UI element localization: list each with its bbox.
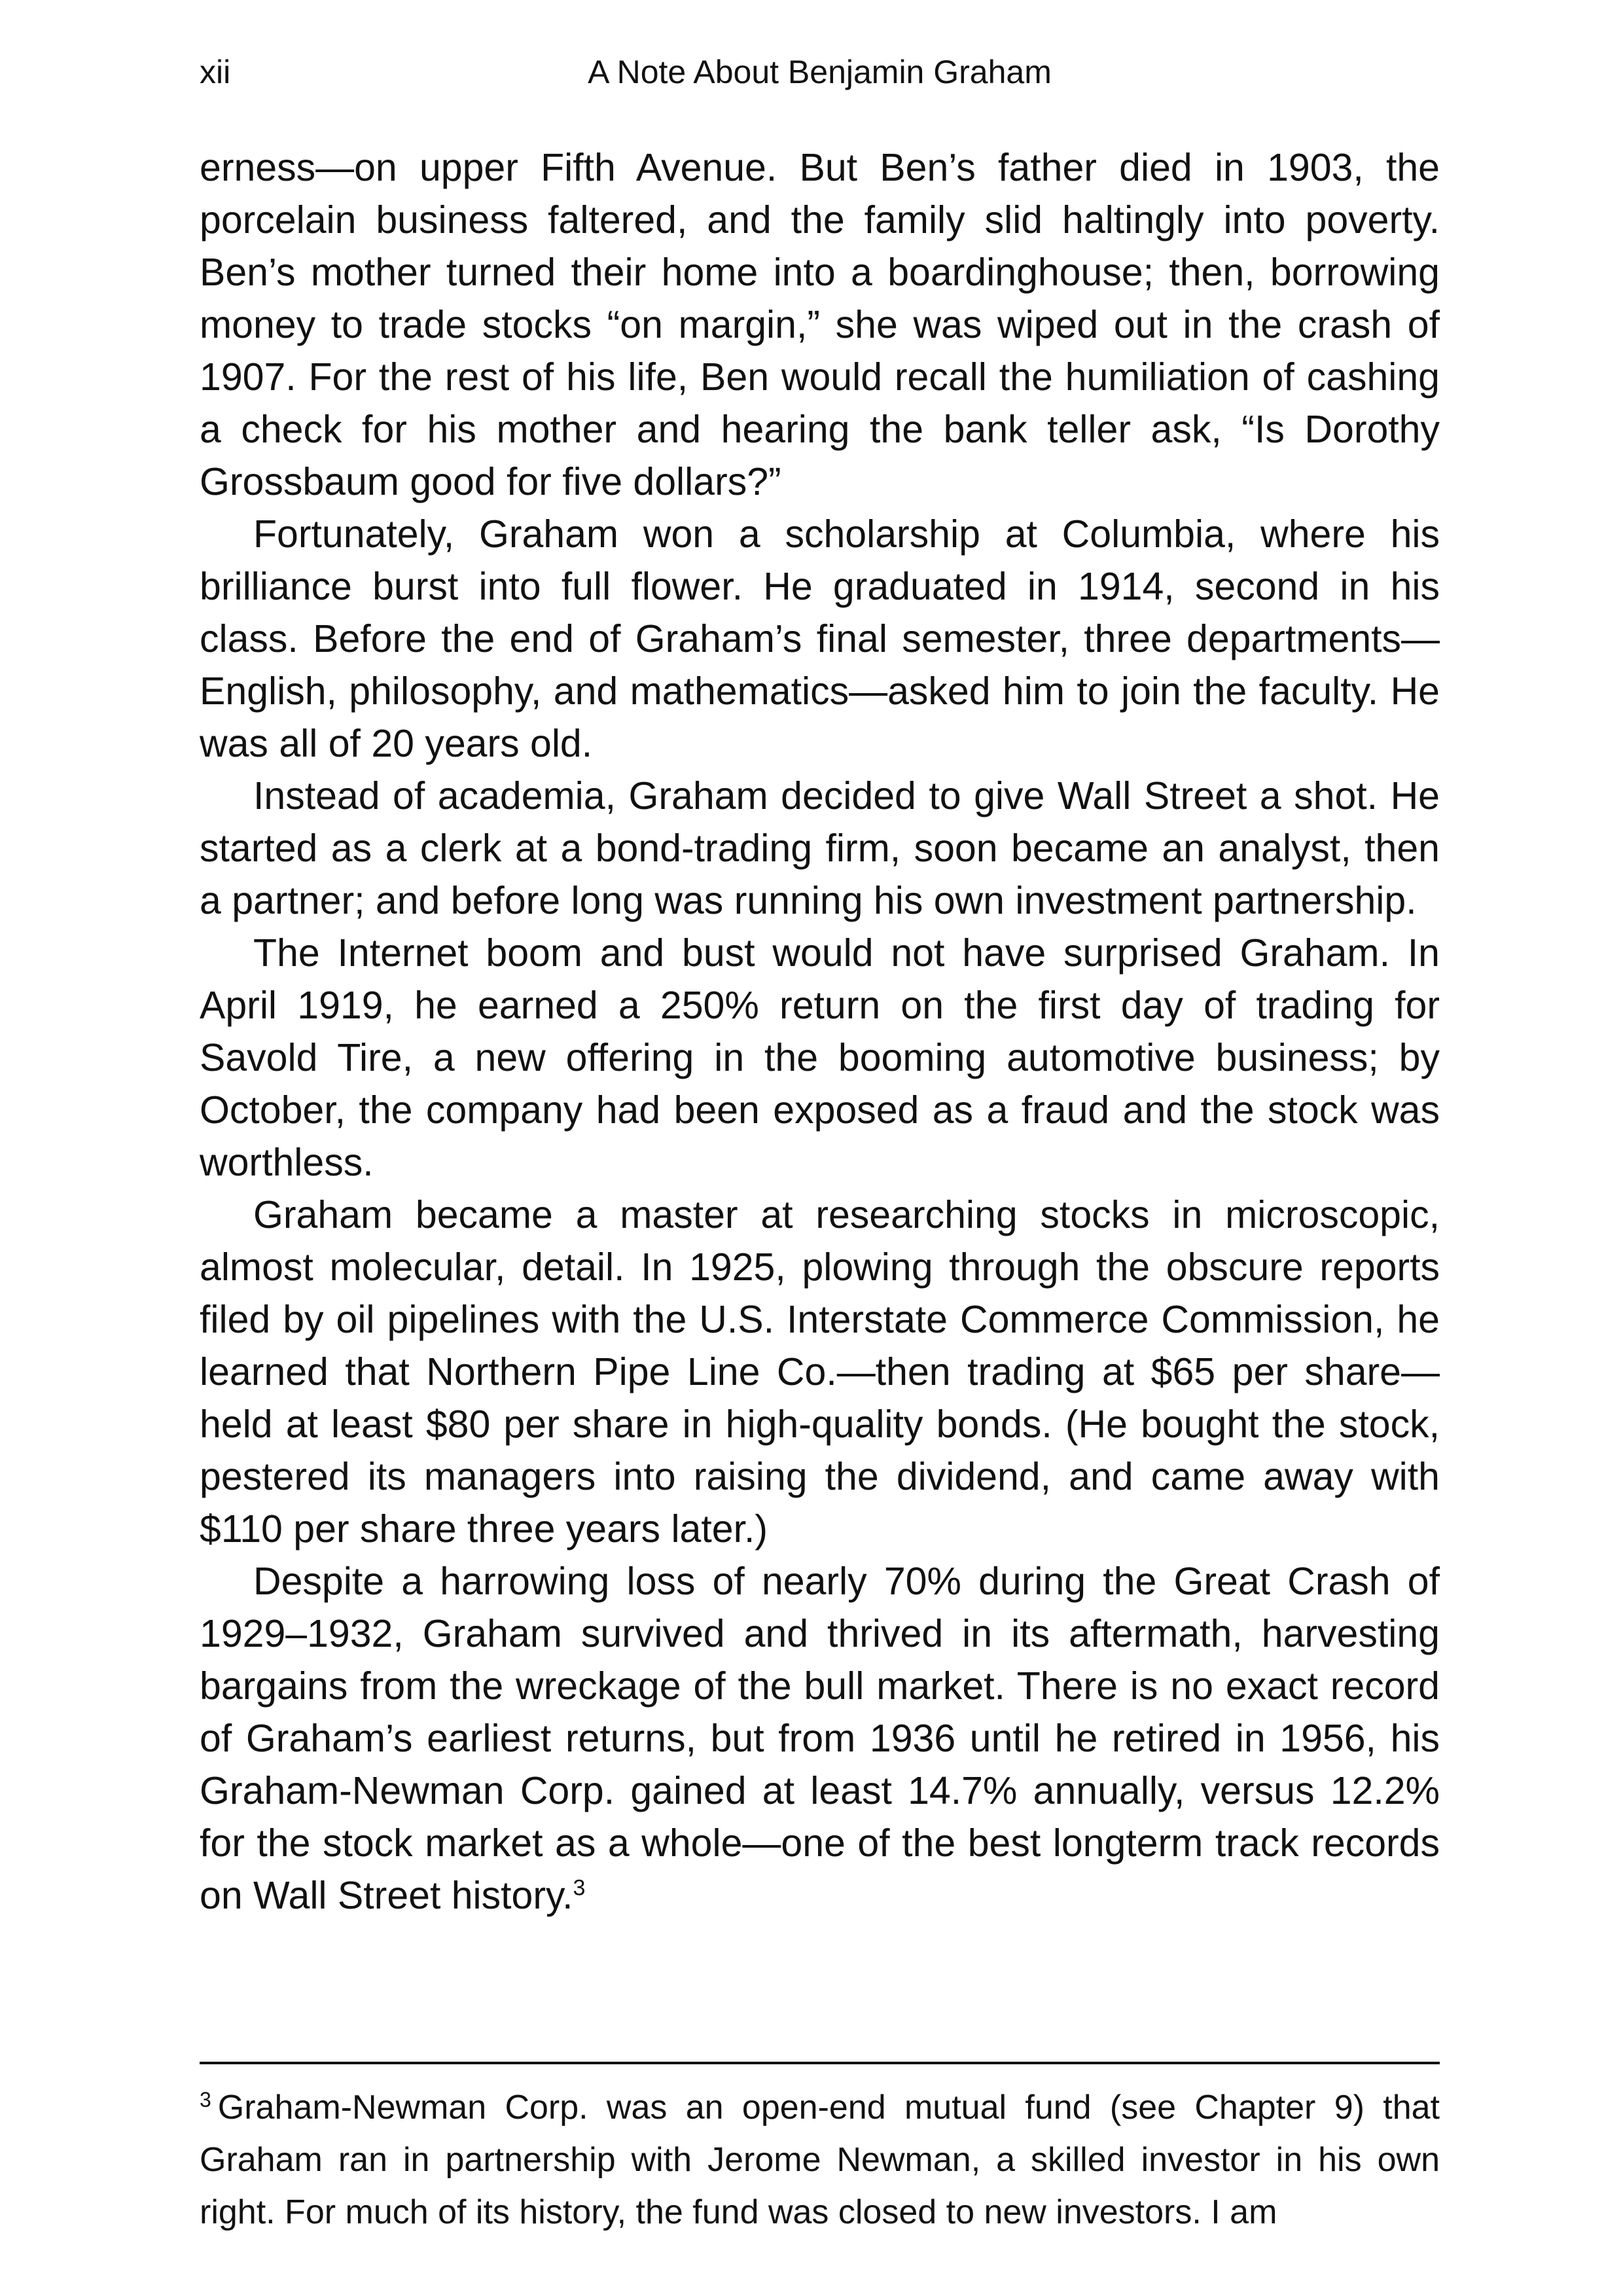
- footnote-reference-marker: 3: [573, 1875, 586, 1901]
- paragraph-columbia: Fortunately, Graham won a scholarship at Columbia, where his brilliance burst into full flower. He graduated in 1914, second in his class. Before the end of Graham’s final semester, three departments— English, philosophy, and mathematics—asked him to join the faculty. He was all of 20 years old.: [200, 512, 1440, 765]
- body-text: [200, 141, 1440, 1922]
- footnote-marker: 3: [200, 2087, 211, 2111]
- footnote-divider: [200, 2062, 1440, 2064]
- footnote-text: Graham-Newman Corp. was an open-end mutual fund (see Chapter 9) that Graham ran in partnership with Jerome Newman, a skilled investor in his own right. For much of its history, the fund was closed to new investors. I am: [200, 2089, 1440, 2231]
- paragraph-research: Graham became a master at researching stocks in microscopic, almost molecular, detail. In 1925, plowing through the obscure reports filed by oil pipelines with the U.S. Interstate Commerce Commission, he learned that Northern Pipe Line Co.—then trading at $65 per share—held at least $80 per share in high-quality bonds. (He bought the stock, pestered its managers into raising the dividend, and came away with $110 per share three years later.): [200, 1193, 1440, 1551]
- paragraph-continuation: erness—on upper Fifth Avenue. But Ben’s father died in 1903, the porcelain business faltered, and the family slid haltingly into poverty. Ben’s mother turned their home into a boardinghouse; then, borrowing money to trade stocks “on margin,” she was wiped out in the crash of 1907. For the rest of his life, Ben would recall the humiliation of cashing a check for his mother and hearing the bank teller ask, “Is Dorothy Grossbaum good for five dollars?”: [200, 146, 1440, 503]
- paragraph-great-crash: [200, 1555, 1440, 1922]
- paragraph-wall-street: Instead of academia, Graham decided to give Wall Street a shot. He started as a clerk at a bond-trading firm, soon became an analyst, then a partner; and before long was running his own investment partnership.: [200, 774, 1440, 922]
- running-title: A Note About Benjamin Graham: [588, 54, 1052, 90]
- page-number: xii: [200, 54, 231, 90]
- paragraph-internet-boom: The Internet boom and bust would not have surprised Graham. In April 1919, he earned a 250% return on the first day of trading for Savold Tire, a new offering in the booming automotive business; by October, the company had been exposed as a fraud and the stock was worthless.: [200, 931, 1440, 1184]
- footnote: [200, 2081, 1440, 2238]
- paragraph-great-crash-text: Despite a harrowing loss of nearly 70% during the Great Crash of 1929–1932, Graham survived and thrived in its aftermath, harvesting bargains from the wreckage of the bull market. There is no exact record of Graham’s earliest returns, but from 1936 until he retired in 1956, his Graham-Newman Corp. gained at least 14.7% annually, versus 12.2% for the stock market as a whole—one of the best longterm track records on Wall Street history.: [200, 1560, 1440, 1917]
- page-header: [200, 46, 1440, 98]
